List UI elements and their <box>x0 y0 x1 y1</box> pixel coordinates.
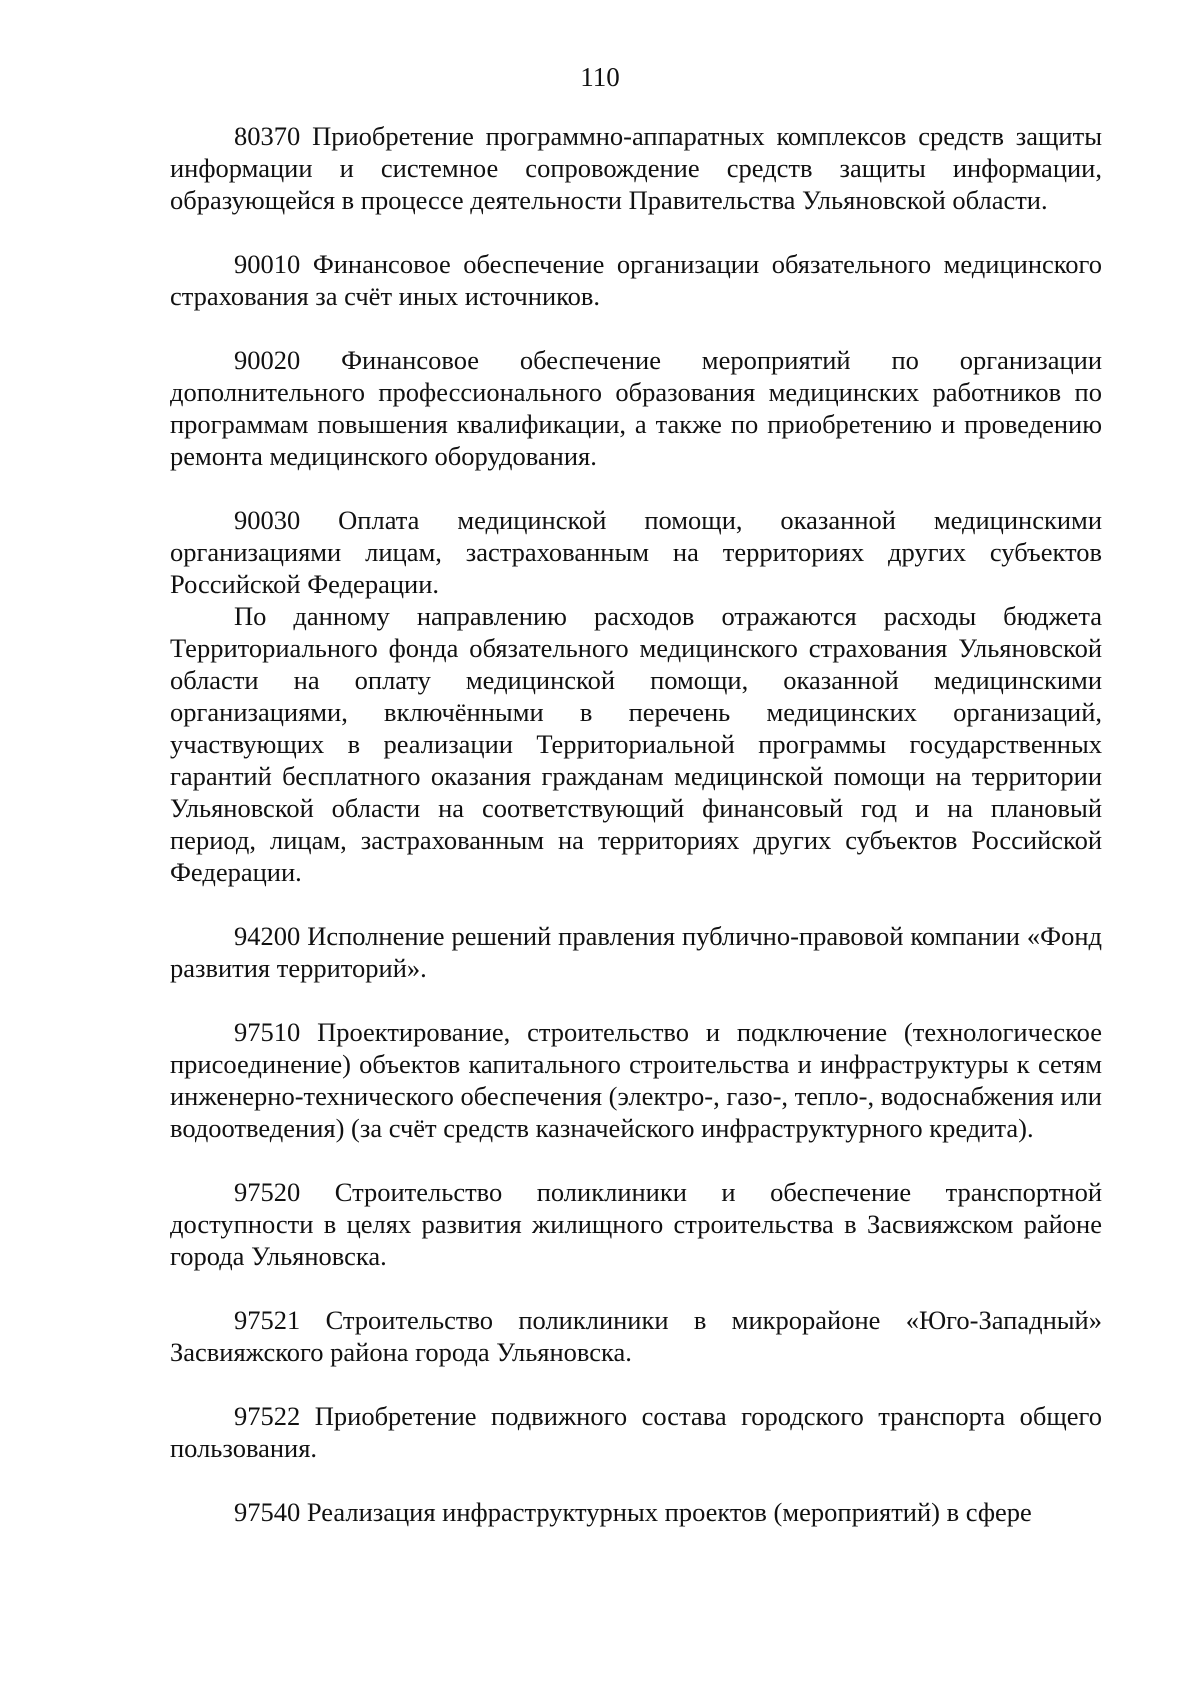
paragraph-text: Финансовое обеспечение организации обязательного медицинского страхования за счёт иных источников. <box>170 249 1103 311</box>
paragraph-90030-details <box>170 600 1102 888</box>
paragraph-text: Проектирование, строительство и подключение (технологическое присоединение) объектов капитального строительства и инфраструктуры к сетям инженерно-технического обеспечения (электро-, газо-, тепло-, водоснабжения или водоотведения) (за счёт средств казначейского инфраструктурного кредита). <box>170 1017 1102 1143</box>
paragraph-90020 <box>170 344 1102 472</box>
budget-code: 80370 <box>234 121 301 151</box>
paragraph-text: По данному направлению расходов отражаются расходы бюджета Территориального фонда обязательного медицинского страхования Ульяновской области на оплату медицинской помощи, оказанной медицинскими организациями, включёнными в перечень медицинских организаций, участвующих в реализации Территориальной программы государственных гарантий бесплатного оказания гражданам медицинской помощи на территории Ульяновской области на соответствующий финансовый год и на плановый период, лицам, застрахованным на территориях других субъектов Российской Федерации. <box>170 601 1102 887</box>
budget-code: 90010 <box>234 249 301 279</box>
paragraph-94200 <box>170 920 1102 984</box>
budget-code: 97520 <box>234 1177 301 1207</box>
paragraph-97521 <box>170 1304 1102 1368</box>
paragraph-97510 <box>170 1016 1102 1144</box>
paragraph-text: Строительство поликлиники и обеспечение транспортной доступности в целях развития жилищного строительства в Засвияжском районе города Ульяновска. <box>170 1177 1103 1271</box>
budget-code: 97522 <box>234 1401 301 1431</box>
paragraph-text: Оплата медицинской помощи, оказанной медицинскими организациями лицам, застрахованным на территориях других субъектов Российской Федерации. <box>170 505 1102 599</box>
paragraph-80370 <box>170 120 1102 216</box>
budget-code: 90020 <box>234 345 301 375</box>
document-body <box>170 120 1102 1528</box>
budget-code: 97521 <box>234 1305 301 1335</box>
budget-code: 97540 <box>234 1497 301 1527</box>
paragraph-text: Финансовое обеспечение мероприятий по организации дополнительного профессионального образования медицинских работников по программам повышения квалификации, а также по приобретению и проведению ремонта медицинского оборудования. <box>170 345 1103 471</box>
paragraph-97520 <box>170 1176 1102 1272</box>
page-number: 110 <box>580 62 620 92</box>
paragraph-97522 <box>170 1400 1102 1464</box>
paragraph-text: Строительство поликлиники в микрорайоне «Юго-Западный» Засвияжского района города Ульяновска. <box>170 1305 1102 1367</box>
paragraph-90030 <box>170 504 1102 600</box>
budget-code: 97510 <box>234 1017 301 1047</box>
paragraph-97540 <box>170 1496 1102 1528</box>
paragraph-text: Исполнение решений правления публично-правовой компании «Фонд развития территорий». <box>170 921 1102 983</box>
budget-code: 90030 <box>234 505 301 535</box>
paragraph-text: Приобретение подвижного состава городского транспорта общего пользования. <box>170 1401 1102 1463</box>
budget-code: 94200 <box>234 921 301 951</box>
paragraph-text: Приобретение программно-аппаратных комплексов средств защиты информации и системное сопровождение средств защиты информации, образующейся в процессе деятельности Правительства Ульяновской области. <box>170 121 1103 215</box>
paragraph-text: Реализация инфраструктурных проектов (мероприятий) в сфере <box>306 1497 1032 1527</box>
paragraph-90010 <box>170 248 1102 312</box>
